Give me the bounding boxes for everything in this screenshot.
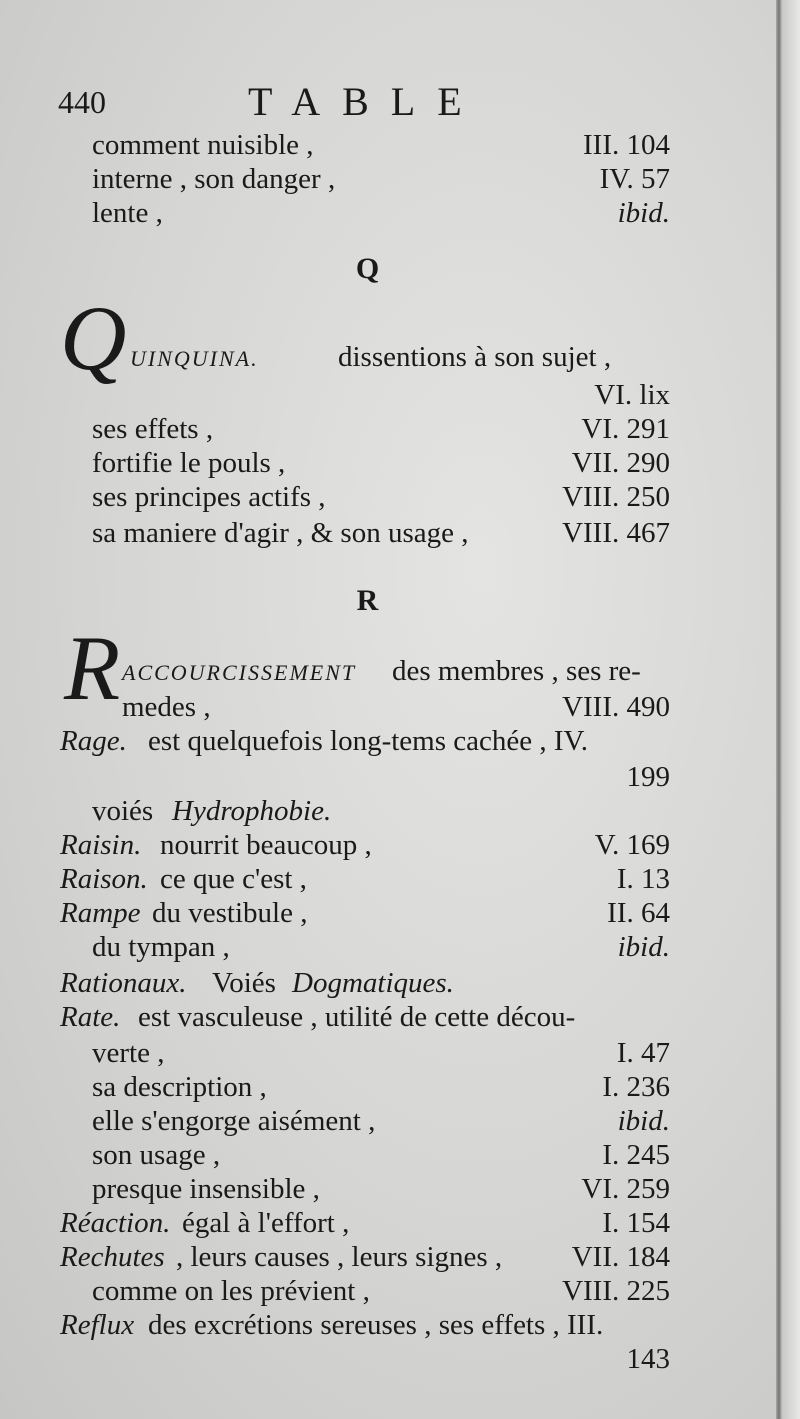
index-line: verte , I. 47 bbox=[92, 1037, 670, 1069]
index-line: voiés Hydrophobie. bbox=[92, 795, 332, 827]
drop-cap-r: R bbox=[64, 617, 121, 719]
index-line: fortifie le pouls , VII. 290 bbox=[92, 447, 670, 479]
index-line: comment nuisible , III. 104 bbox=[92, 129, 670, 161]
index-line: son usage , I. 245 bbox=[92, 1139, 670, 1171]
index-line: Rechutes , leurs causes , leurs signes , VII. 184 bbox=[60, 1241, 670, 1273]
index-line: Raison. ce que c'est , I. 13 bbox=[60, 863, 670, 895]
index-line: Reflux des excrétions sereuses , ses effets , III. bbox=[60, 1309, 604, 1341]
index-line: Rate. est vasculeuse , utilité de cette décou- bbox=[60, 1001, 576, 1033]
index-line: comme on les prévient , VIII. 225 bbox=[92, 1275, 670, 1307]
index-line: ses principes actifs , VIII. 250 bbox=[92, 481, 670, 513]
index-line: 199 bbox=[626, 761, 670, 793]
section-letter-r: R bbox=[356, 584, 379, 617]
index-line: VI. lix bbox=[594, 379, 670, 411]
index-line: Réaction. égal à l'effort , I. 154 bbox=[60, 1207, 670, 1239]
index-line: lente , ibid. bbox=[92, 197, 670, 229]
index-line: Raisin. nourrit beaucoup , V. 169 bbox=[60, 829, 670, 861]
section-letter-q: Q bbox=[355, 252, 380, 285]
index-line: medes , VIII. 490 bbox=[122, 691, 670, 723]
entry-heading: UINQUINA. dissentions à son sujet , bbox=[130, 341, 612, 373]
drop-cap-q: Q bbox=[60, 287, 127, 389]
running-title: TABLE bbox=[248, 79, 484, 124]
page-number: 440 bbox=[58, 84, 106, 120]
index-line: ses effets , VI. 291 bbox=[92, 413, 670, 445]
index-line: 143 bbox=[626, 1343, 670, 1375]
index-line: elle s'engorge aisément , ibid. bbox=[92, 1105, 670, 1137]
index-line: presque insensible , VI. 259 bbox=[92, 1173, 670, 1205]
index-line: sa maniere d'agir , & son usage , VIII. 467 bbox=[92, 517, 670, 549]
page-header bbox=[58, 78, 678, 128]
index-line: Rationaux. Voiés Dogmatiques. bbox=[60, 967, 454, 999]
index-line: du tympan , ibid. bbox=[92, 931, 670, 963]
index-line: sa description , I. 236 bbox=[92, 1071, 670, 1103]
index-line: interne , son danger , IV. 57 bbox=[92, 163, 670, 195]
entry-heading: ACCOURCISSEMENT des membres , ses re- bbox=[122, 655, 641, 687]
index-line: Rampe du vestibule , II. 64 bbox=[60, 897, 670, 929]
index-line: Rage. est quelquefois long-tems cachée , IV. bbox=[60, 725, 588, 757]
